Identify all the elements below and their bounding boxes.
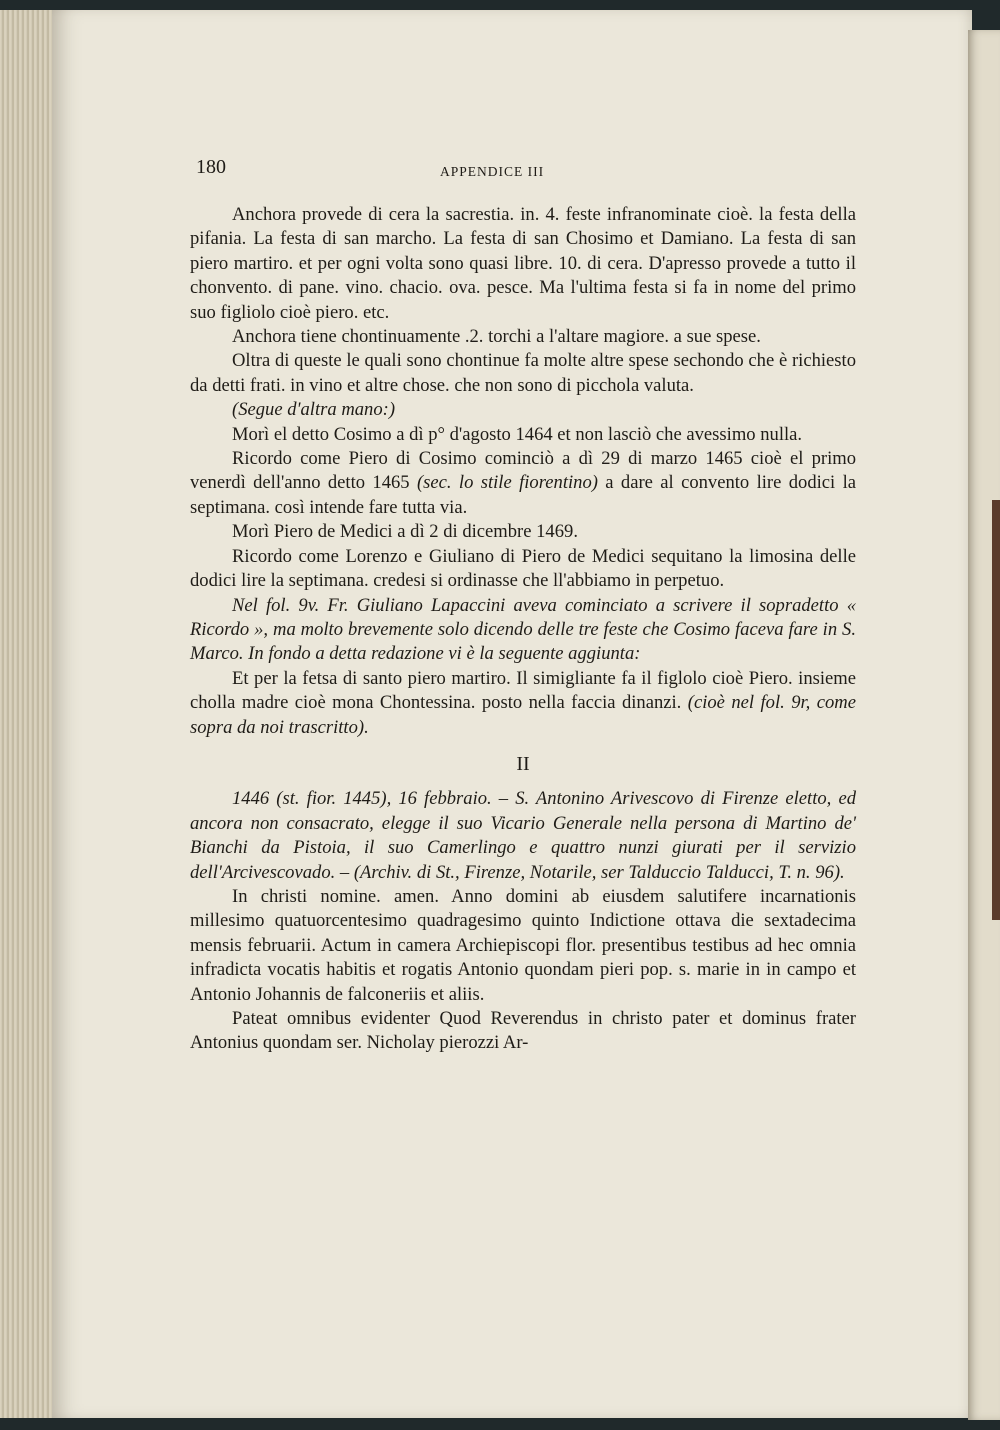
paragraph: Oltra di queste le quali sono chontinue fa molte altre spese sechondo che è richiesto da detti frati. in vino et altre chose. che non sono di picchola valuta. [190, 350, 856, 396]
document-heading: 1446 (st. fior. 1445), 16 febbraio. – S. Antonino Arivescovo di Firenze eletto, ed ancora non consacrato, elegge il suo Vicario Generale nella persona di Martino de' Bianchi da Pistoia, il suo Camerlingo e quattro nunzi giurati per il servizio dell'Arcivescovado. – (Archiv. di St., Firenze, Notarile, ser Talduccio Talducci, T. n. 96). [190, 788, 856, 883]
body-text [190, 203, 856, 1056]
latin-paragraph: In christi nomine. amen. Anno domini ab eiusdem salutifere incarnationis millesimo quatuorcentesimo quadragesimo quinto Indictione ottava die sextadecima mensis februarii. Actum in camera Archiepiscopi flor. presentibus testibus ad hec omnia infradicta vocatis habitis et rogatis Antonio quondam pieri pop. s. marie in in campo et Antonio Johannis de falconeriis et aliis. [190, 885, 856, 1005]
paragraph: Anchora provede di cera la sacrestia. in. 4. feste infranominate cioè. la festa della pifania. La festa di san marcho. La festa di san Chosimo et Damiano. La festa di san piero martiro. et per ogni volta sono quasi libre. 10. di cera. D'apresso provede a tutto il chonvento. di pane. vino. chacio. ova. pesce. Ma l'ultima festa si fa in nome del primo suo figliolo cioè piero. etc. [190, 204, 856, 323]
editorial-note: (cioè nel fol. 9r, come sopra da noi trascritto). [190, 692, 856, 738]
paragraph-text: Ricordo come Piero di Cosimo cominciò a dì 29 di marzo 1465 cioè el primo venerdì dell'anno detto 1465 [190, 448, 856, 494]
running-title: APPENDICE III [440, 164, 545, 179]
page-edges [0, 10, 60, 1418]
paragraph-text: a dare al convento lire dodici la septimana. così intende fare tutta via. [190, 472, 856, 518]
binding-edge [992, 500, 1000, 920]
facing-page-edge [968, 30, 1000, 1420]
paragraph: Morì Piero de Medici a dì 2 di dicembre 1469. [232, 521, 578, 543]
paragraph: Ricordo come Lorenzo e Giuliano di Piero de Medici sequitano la limosina delle dodici lire la septimana. credesi si ordinasse che ll'abbiamo in perpetuo. [190, 545, 856, 592]
paragraph-text: Et per la fetsa di santo piero martiro. Il simigliante fa il figlolo cioè Piero. insieme cholla madre cioè mona Chontessina. posto nella faccia dinanzi. [190, 667, 856, 714]
paragraph: Morì el detto Cosimo a dì p° d'agosto 1464 et non lasciò che avessimo nulla. [232, 423, 803, 445]
editorial-note: Nel fol. 9v. Fr. Giuliano Lapaccini aveva cominciato a scrivere il sopradetto « Ricordo », ma molto brevemente solo dicendo delle tre feste che Cosimo faceva fare in S. Marco. In fondo a detta redazione vi è la seguente aggiunta: [190, 594, 856, 665]
editorial-note: (sec. lo stile fiorentino) [416, 472, 598, 494]
paragraph [190, 667, 856, 740]
section-numeral: II [516, 752, 530, 775]
page-number: 180 [196, 156, 226, 178]
latin-paragraph: Pateat omnibus evidenter Quod Reverendus in christo pater et dominus frater Antonius quondam ser. Nicholay pierozzi Ar- [190, 1008, 856, 1054]
editorial-note: (Segue d'altra mano:) [232, 399, 396, 421]
paragraph: Anchora tiene chontinuamente .2. torchi a l'altare magiore. a sue spese. [232, 326, 761, 348]
paragraph [190, 447, 856, 520]
